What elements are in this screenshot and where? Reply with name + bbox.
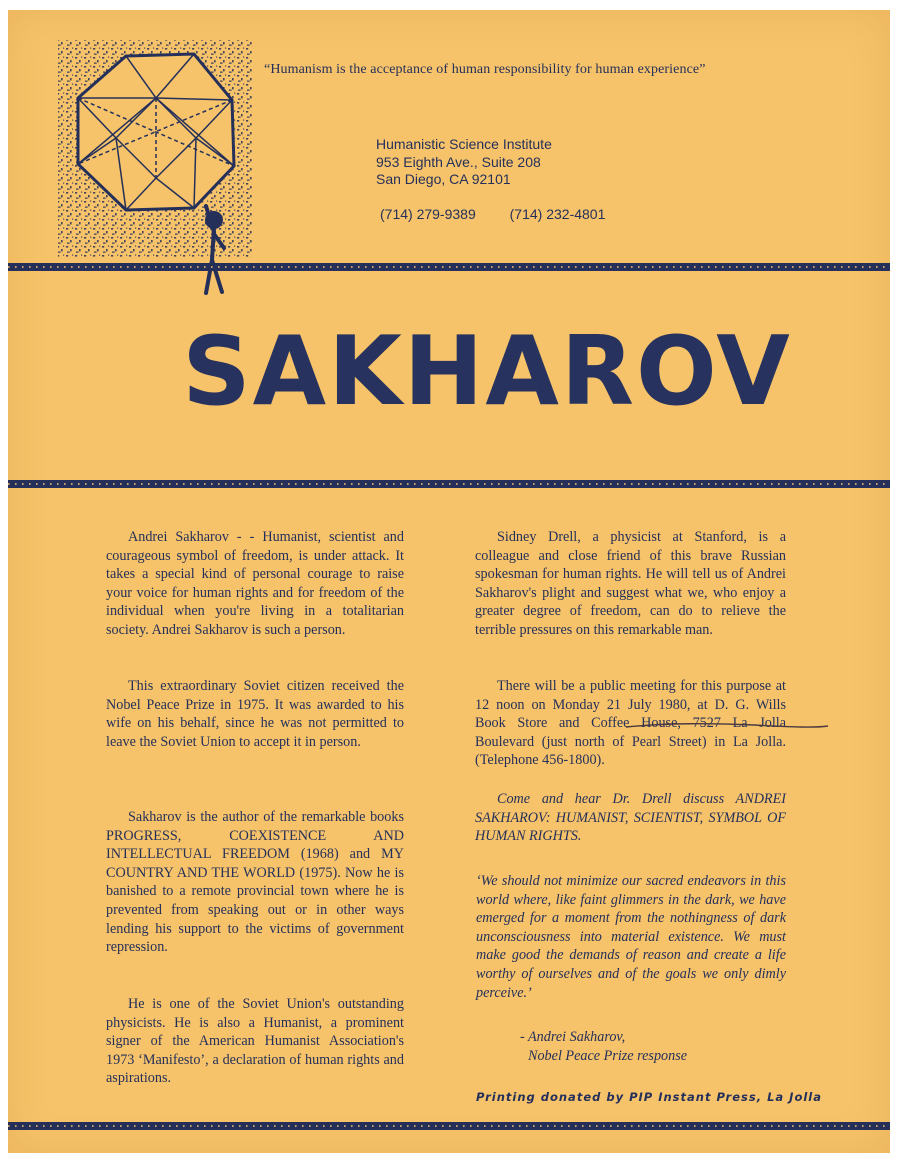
phone-2: (714) 232-4801 xyxy=(509,206,606,222)
quote-attribution-source: Nobel Peace Prize response xyxy=(528,1048,688,1064)
address-line-1: 953 Eighth Ave., Suite 208 xyxy=(376,153,541,170)
handwritten-underline xyxy=(624,721,830,731)
humanism-quote: “Humanism is the acceptance of human responsibility for human experience” xyxy=(264,62,706,77)
left-paragraph-2: This extraordinary Soviet citizen received the Nobel Peace Prize in 1975. It was awarded to his wife on his behalf, since he was not permitted to leave the Soviet Union to accept it in person. xyxy=(106,678,404,750)
right-paragraph-1: Sidney Drell, a physicist at Stanford, is a colleague and close friend of this brave Russian spokesman for human rights. He will tell us of Andrei Sakharov's plight and suggest what we, who enjoy a greater degree of freedom, can do to relieve the terrible pressures on this remarkable man. xyxy=(475,529,786,638)
printing-credit: Printing donated by PIP Instant Press, La Jolla xyxy=(476,1090,822,1104)
star-rule-middle xyxy=(8,480,890,488)
institute-address xyxy=(376,136,552,189)
star-rule-bottom xyxy=(8,1122,890,1130)
left-paragraph-3: Sakharov is the author of the remarkable books PROGRESS, COEXISTENCE AND INTELLECTUAL FREEDOM (1968) and MY COUNTRY AND THE WORLD (1975). Now he is banished to a remote provincial town where he is prevented from speaking out or in other ways lending his support to the victims of government repression. xyxy=(106,809,404,956)
paragraph-drell xyxy=(475,528,786,640)
flyer-page xyxy=(8,10,890,1153)
sakharov-quote xyxy=(476,872,786,1002)
paragraph-nobel xyxy=(106,677,404,751)
paragraph-books xyxy=(106,808,404,957)
address-line-2: San Diego, CA 92101 xyxy=(376,171,511,187)
institute-name: Humanistic Science Institute xyxy=(376,136,552,152)
star-rule-top xyxy=(8,263,890,271)
paragraph-physicist xyxy=(106,995,404,1088)
phone-1: (714) 279-9389 xyxy=(380,206,476,222)
right-paragraph-3: Come and hear Dr. Drell discuss ANDREI SAKHAROV: HUMANIST, SCIENTIST, SYMBOL OF HUMAN RIGHTS. xyxy=(475,791,786,845)
left-paragraph-4: He is one of the Soviet Union's outstanding physicists. He is also a Humanist, a prominent signer of the American Humanist Association's 1973 ‘Manifesto’, a declaration of human rights and aspirations. xyxy=(106,996,404,1087)
quote-attribution-name: - Andrei Sakharov, xyxy=(520,1029,626,1045)
geodesic-sphere-figure-icon xyxy=(56,38,258,300)
sakharov-quote-text: ‘We should not minimize our sacred endeavors in this world where, like faint glimmers in the dark, we have emerged for a moment from the nothingness of dark unconsciousness into material existence. We must make good the demands of reason and create a life worthy of ourselves and of the goals we only dimly perceive.’ xyxy=(476,873,786,1001)
paragraph-intro xyxy=(106,528,404,640)
page-title: SAKHAROV xyxy=(182,317,792,427)
phone-numbers xyxy=(380,206,605,222)
left-paragraph-1: Andrei Sakharov - - Humanist, scientist and courageous symbol of freedom, is under attack. It takes a special kind of personal courage to raise your voice for human rights and for freedom of the individual when you're living in a totalitarian society. Andrei Sakharov is such a person. xyxy=(106,529,404,638)
paragraph-come-hear xyxy=(475,790,786,846)
right-paragraph-2: There will be a public meeting for this purpose at 12 noon on Monday 21 July 1980, at D. G. Wills Book Store and Coffee House, 7527 La Jolla Boulevard (just north of Pearl Street) in La Jolla. (Telephone 456-1800). xyxy=(475,678,786,769)
